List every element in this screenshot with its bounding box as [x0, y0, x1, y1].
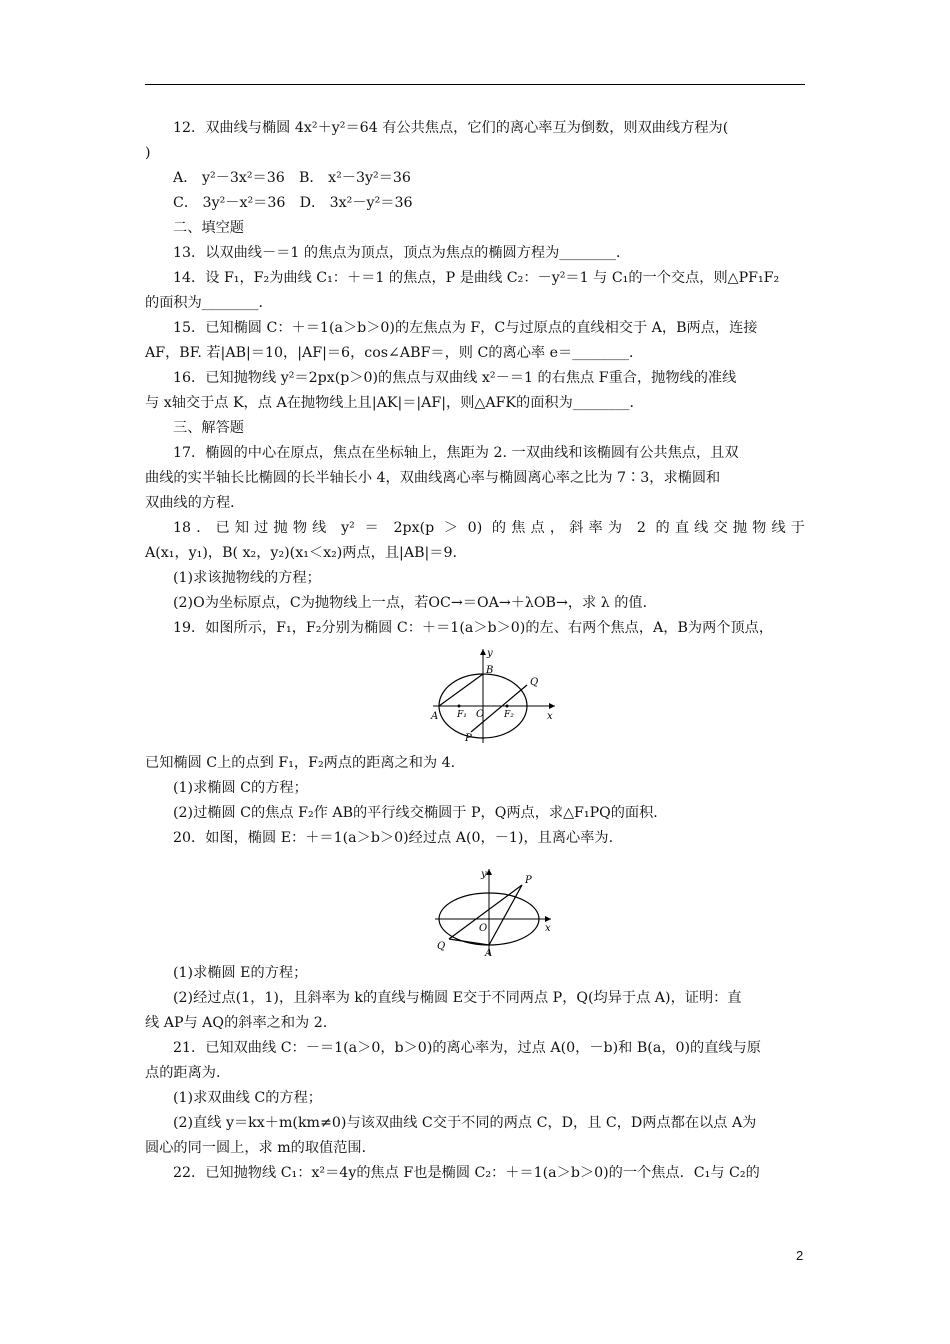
- problem-17-line-3: 双曲线的方程．: [145, 495, 245, 511]
- problem-20-part-2-line-2: 线 AP与 AQ的斜率之和为 2.: [145, 1015, 328, 1031]
- problem-19-line-2: 已知椭圆 C上的点到 F₁，F₂两点的距离之和为 4.: [145, 755, 456, 771]
- y-axis-arrow: [486, 869, 492, 875]
- focus-f2-point: [506, 705, 509, 708]
- label-p: P: [465, 733, 472, 744]
- label-y: y: [481, 869, 487, 880]
- label-q: Q: [437, 941, 446, 952]
- label-y: y: [487, 648, 493, 659]
- problem-15-line-1: 15．已知椭圆 C：＋＝1(a＞b＞0)的左焦点为 F，C与过原点的直线相交于 A，B两点，连接: [173, 320, 758, 336]
- problem-21-part-2-line-1: (2)直线 y＝kx＋m(km≠0)与该双曲线 C交于不同的两点 C，D，且 C，D两点都在以点 A为: [173, 1115, 757, 1131]
- label-o: O: [476, 709, 485, 720]
- problem-22-line-1: 22．已知抛物线 C₁：x²＝4y的焦点 F也是椭圆 C₂：＋＝1(a＞b＞0)的一个焦点．C₁与 C₂的: [173, 1165, 760, 1181]
- problem-21-part-1: (1)求双曲线 C的方程；: [173, 1090, 322, 1106]
- problem-20-line-1: 20．如图，椭圆 E：＋＝1(a＞b＞0)经过点 A(0，－1)，且离心率为.: [173, 830, 614, 846]
- problem-14-line-1: 14．设 F₁，F₂为曲线 C₁：＋＝1 的焦点，P 是曲线 C₂：－y²＝1 与 C₁的一个交点，则△PF₁F₂: [173, 270, 780, 286]
- problem-16-line-1: 16．已知抛物线 y²＝2px(p＞0)的焦点与双曲线 x²－＝1 的右焦点 F重合，抛物线的准线: [173, 370, 737, 386]
- problem-17-line-2: 曲线的实半轴长比椭圆的长半轴长小 4，双曲线离心率与椭圆离心率之比为 7∶3，求椭圆和: [145, 470, 721, 486]
- section-solutions: 三、解答题: [173, 420, 244, 436]
- problem-12-line-2: ): [145, 145, 151, 161]
- problem-17-line-1: 17．椭圆的中心在原点，焦点在坐标轴上，焦距为 2. 一双曲线和该椭圆有公共焦点，且双: [173, 445, 739, 461]
- problem-19-line-1: 19．如图所示，F₁，F₂分别为椭圆 C：＋＝1(a＞b＞0)的左、右两个焦点，A，B为两个顶点，: [173, 620, 774, 636]
- page-number: 2: [796, 1248, 804, 1263]
- problem-20-part-2-line-1: (2)经过点(1，1)，且斜率为 k的直线与椭圆 E交于不同两点 P，Q(均异于点 A)，证明：直: [173, 990, 742, 1006]
- label-b: B: [486, 665, 494, 676]
- focus-f1-point: [458, 705, 461, 708]
- label-a: A: [431, 711, 439, 722]
- problem-18-line-2: A(x₁，y₁)，B( x₂，y₂)(x₁＜x₂)两点，且|AB|＝9.: [145, 545, 458, 561]
- problem-21-line-2: 点的距离为.: [145, 1065, 221, 1081]
- label-f2: F₂: [504, 710, 514, 720]
- label-x: x: [545, 923, 551, 934]
- header-rule: [145, 84, 805, 85]
- y-axis-arrow: [480, 649, 486, 655]
- problem-21-part-2-line-2: 圆心的同一圆上，求 m的取值范围．: [145, 1140, 376, 1156]
- problem-15-line-2: AF，BF. 若|AB|＝10，|AF|＝6，cos∠ABF＝，则 C的离心率 e＝________．: [145, 345, 644, 361]
- x-axis-arrow: [549, 703, 555, 709]
- x-axis-arrow: [545, 916, 551, 922]
- problem-18-part-2: (2)O为坐标原点，C为抛物线上一点，若OC→＝OA→＋λOB→，求 λ 的值．: [173, 595, 657, 611]
- problem-18-line-1: 18．已知过抛物线 y² ＝ 2px(p ＞ 0) 的焦点，斜率为 2 的直线交抛物线于: [173, 520, 805, 536]
- problem-12-options-cd: C． 3y²－x²＝36 D． 3x²－y²＝36: [173, 195, 413, 211]
- ellipse-figure-1: [429, 645, 559, 745]
- page-content: [145, 116, 805, 1186]
- problem-14-line-2: 的面积为________．: [145, 295, 273, 311]
- problem-12-line-1: 12．双曲线与椭圆 4x²＋y²＝64 有公共焦点，它们的离心率互为倒数，则双曲线方程为(: [173, 120, 729, 136]
- section-fill-in: 二、填空题: [173, 220, 244, 236]
- label-q: Q: [530, 677, 539, 688]
- problem-19-part-1: (1)求椭圆 C的方程；: [173, 780, 308, 796]
- problem-19-part-2: (2)过椭圆 C的焦点 F₂作 AB的平行线交椭圆于 P，Q两点，求△F₁PQ的面积．: [173, 805, 668, 821]
- segment-aq: [449, 939, 489, 945]
- label-o: O: [479, 923, 488, 934]
- problem-21-line-1: 21．已知双曲线 C：－＝1(a＞0，b＞0)的离心率为，过点 A(0，－b)和 B(a，0)的直线与原: [173, 1040, 761, 1056]
- label-a: A: [485, 948, 493, 957]
- label-x: x: [547, 711, 553, 722]
- ellipse-figure-2: [431, 865, 556, 957]
- label-f1: F₁: [457, 710, 467, 720]
- problem-18-part-1: (1)求该抛物线的方程；: [173, 570, 321, 586]
- problem-20-part-1: (1)求椭圆 E的方程；: [173, 965, 308, 981]
- problem-12-options-ab: A． y²－3x²＝36 B． x²－3y²＝36: [173, 170, 411, 186]
- problem-13: 13．以双曲线－＝1 的焦点为顶点，顶点为焦点的椭圆方程为________．: [173, 245, 631, 261]
- label-p: P: [525, 875, 532, 886]
- problem-16-line-2: 与 x轴交于点 K，点 A在抛物线上且|AK|＝|AF|，则△AFK的面积为________．: [145, 395, 644, 411]
